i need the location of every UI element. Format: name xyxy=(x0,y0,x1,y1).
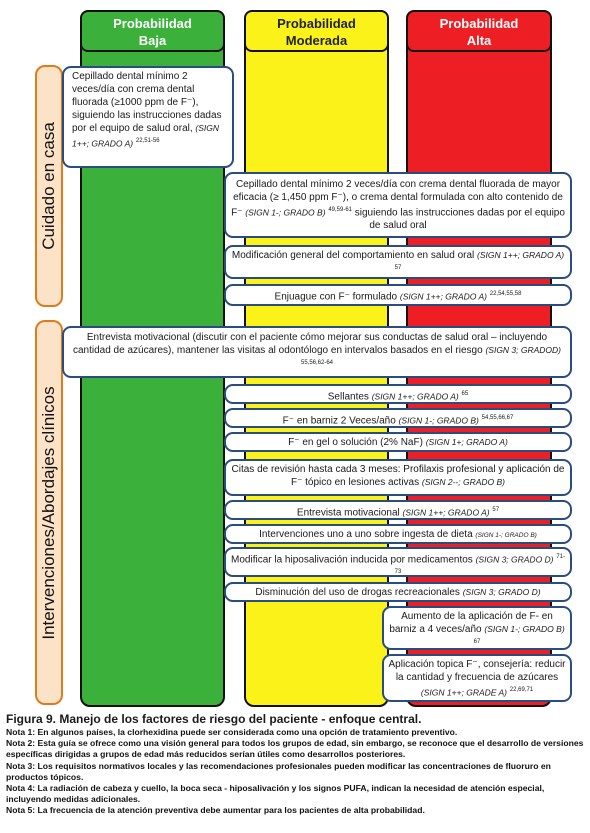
section-clinical-label: Intervenciones/Abordajes clínicos xyxy=(39,385,58,640)
header-low-probability xyxy=(80,10,225,52)
rec-text: Entrevista motivacional (discutir con el paciente cómo mejorar sus conductas de salud oral – incluyendo cantidad de azúcares), mantener las visitas al odontólogo en intervalos basados en el riesgo xyxy=(72,332,548,356)
section-clinical xyxy=(35,320,63,705)
rec-text: Cepillado dental mínimo 2 veces/día con crema dental fluorada de mayor eficacia (≥ 1,450 ppm F⁻), o crema dental formulada con alto contenido de F⁻ xyxy=(231,179,563,219)
recommendation-recreational-drugs xyxy=(224,582,572,602)
rec-ref: 22,54,55,58 xyxy=(489,291,522,297)
rec-evidence: (SIGN 1++; GRADO A) xyxy=(402,507,490,518)
rec-ref: 57 xyxy=(394,265,402,271)
section-home-care-label: Cuidado en casa xyxy=(39,122,58,250)
recommendation-review-appointments xyxy=(224,459,572,496)
rec-evidence: (SIGN 3; GRADO D) xyxy=(462,587,541,597)
recommendation-motivational-interview-all xyxy=(62,326,572,378)
rec-text: Aplicación topica F⁻, consejería: reducir la cantidad y frecuencia de azúcares xyxy=(388,659,566,683)
figure-notes xyxy=(6,727,588,817)
rec-evidence: (SIGN 1++; GRADE A) xyxy=(420,687,507,698)
section-home-care xyxy=(35,65,63,307)
header-high-line2: Alta xyxy=(466,33,492,48)
rec-evidence: (SIGN 3; GRADO D) xyxy=(475,554,554,565)
rec-text: Sellantes xyxy=(327,391,372,403)
rec-ref: 57 xyxy=(492,507,500,513)
recommendation-varnish-4x xyxy=(382,606,572,650)
note-3: Nota 3: Los requisitos normativos locales y las recomendaciones profesionales pueden modificar las concentraciones de fluoruro en productos tópicos. xyxy=(6,760,551,782)
rec-evidence: (SIGN 1++; GRADO A) xyxy=(399,291,487,302)
rec-text: Aumento de la aplicación de F- en barniz a 4 veces/año xyxy=(389,611,553,635)
rec-text: Modificación general del comportamiento en salud oral xyxy=(231,250,478,261)
recommendation-topical-fluoride-counseling xyxy=(382,654,572,702)
rec-ref: 55,56,62-64 xyxy=(300,360,334,366)
rec-evidence: (SIGN 1-; GRADO B) xyxy=(484,624,565,634)
header-moderate-probability xyxy=(244,10,389,52)
rec-tail: siguiendo las instrucciones dadas por el equipo de salud oral xyxy=(352,207,565,232)
rec-ref: 22,51-56 xyxy=(135,138,160,144)
rec-text: Disminución del uso de drogas recreacionales xyxy=(255,587,463,598)
rec-ref: 65 xyxy=(461,391,469,397)
recommendation-fluoride-gel xyxy=(224,432,572,452)
rec-text: Citas de revisión hasta cada 3 meses: Profilaxis profesional y aplicación de F⁻ tópico en lesiones activas xyxy=(231,464,565,488)
header-low-line1: Probabilidad xyxy=(113,16,192,31)
rec-ref: 22,69,71 xyxy=(509,687,534,693)
rec-ref: 67 xyxy=(473,639,481,645)
rec-evidence: (SIGN 2--; GRADO B) xyxy=(421,477,506,487)
note-1: Nota 1: En algunos países, la clorhexidina puede ser considerada como una opción de tratamiento preventivo. xyxy=(6,727,458,737)
rec-evidence: (SIGN 1++; GRADO A) xyxy=(477,250,565,260)
rec-text: Intervenciones uno a uno sobre ingesta de dieta xyxy=(259,529,476,540)
rec-text: F⁻ en barniz 2 Veces/año xyxy=(282,415,399,427)
note-2: Nota 2: Esta guía se ofrece como una visión general para todos los grupos de edad, sin embargo, se reconoce que el desarrollo de versiones específicas dirigidas a grupos de edad más reducidos serían útiles como desarrollos posteriores. xyxy=(6,738,584,760)
recommendation-sealants xyxy=(224,384,572,404)
header-moderate-line2: Moderada xyxy=(285,33,348,48)
recommendation-behaviour-modification xyxy=(224,245,572,279)
rec-evidence: (SIGN 1-; GRADO B) xyxy=(475,532,537,539)
recommendation-motivational-interview xyxy=(224,500,572,520)
recommendation-brushing-low xyxy=(62,66,234,168)
recommendation-fluoride-varnish xyxy=(224,408,572,428)
header-moderate-line1: Probabilidad xyxy=(277,16,356,31)
rec-text: Enjuague con F⁻ formulado xyxy=(274,291,400,303)
note-4: Nota 4: La radiación de cabeza y cuello, la boca seca - hiposalivación y los signos PUFA, indican la necesidad de atención especial, incluyendo medidas adicionales. xyxy=(6,783,545,805)
figure-caption: Figura 9. Manejo de los factores de riesgo del paciente - enfoque central. xyxy=(6,712,422,726)
rec-ref: 54,55,66,67 xyxy=(481,415,514,421)
rec-ref: 49,59-61 xyxy=(328,207,352,213)
recommendation-hyposalivation xyxy=(224,547,572,577)
rec-text: Entrevista motivacional xyxy=(296,507,403,519)
recommendation-diet-interventions xyxy=(224,524,572,544)
note-5: Nota 5: La frecuencia de la atención preventiva debe aumentar para los pacientes de alta probabilidad. xyxy=(6,805,425,816)
header-low-line2: Baja xyxy=(138,33,167,48)
rec-text: F⁻ en gel o solución (2% NaF) xyxy=(288,437,426,448)
header-high-line1: Probabilidad xyxy=(439,16,519,31)
rec-text: Cepillado dental mínimo 2 veces/día con crema dental fluorada (≥1000 ppm de F⁻), siguiendo las instrucciones dadas por el equipo de salud oral, xyxy=(72,71,222,134)
header-high-probability xyxy=(406,10,552,52)
rec-text: Modificar la hiposalivación inducida por medicamentos xyxy=(231,554,476,566)
rec-evidence: (SIGN 1++; GRADO A) xyxy=(371,391,459,402)
rec-evidence: (SIGN 1-; GRADO B) xyxy=(398,415,479,426)
rec-evidence: (SIGN 3; GRADOD) xyxy=(485,345,562,355)
recommendation-brushing-high-fluoride xyxy=(224,172,572,238)
rec-evidence: (SIGN 1-; GRADO B) xyxy=(245,207,326,218)
recommendation-fluoride-rinse xyxy=(224,284,572,306)
rec-evidence: (SIGN 1+; GRADO A) xyxy=(425,437,508,447)
rec-evidence: (SIGN 1++; GRADO A) xyxy=(72,123,220,149)
rec-ref: 71-73 xyxy=(394,554,565,576)
